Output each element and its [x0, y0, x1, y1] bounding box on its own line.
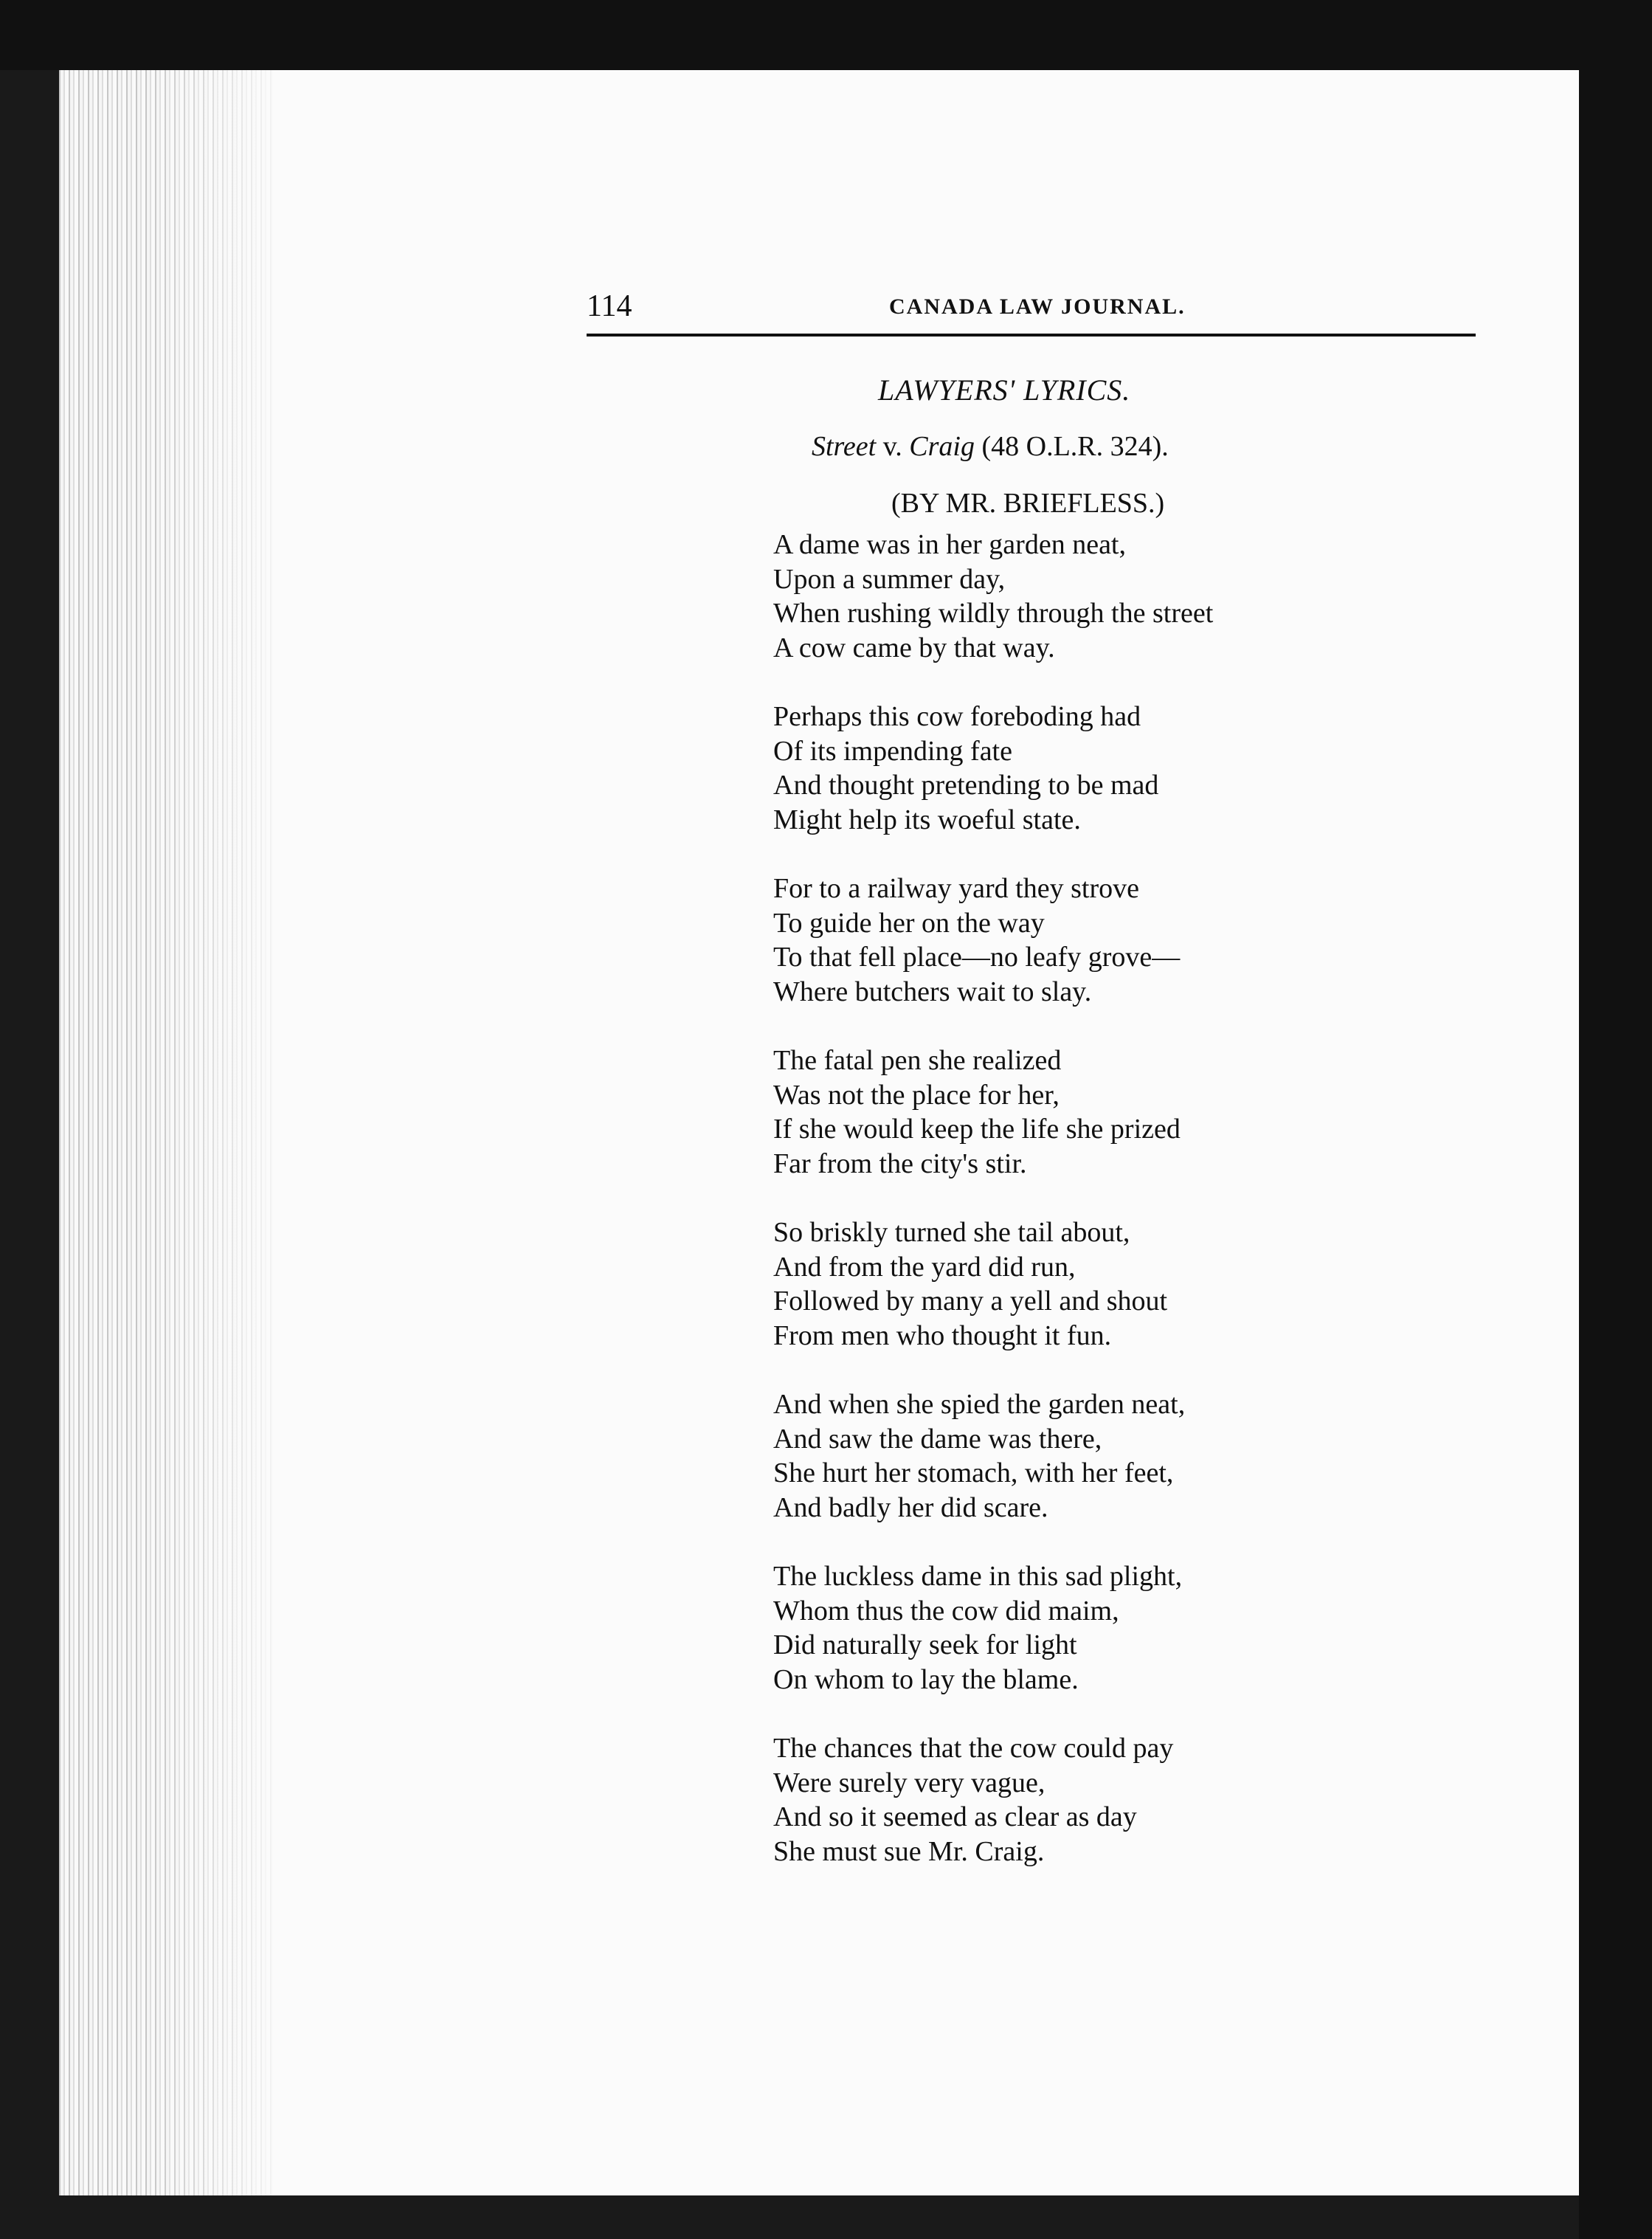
- poem-line: And badly her did scare.: [773, 1491, 1048, 1523]
- poem-line: And so it seemed as clear as day: [773, 1801, 1137, 1832]
- gutter-shadow: [148, 70, 295, 2195]
- poem-line: And saw the dame was there,: [773, 1423, 1102, 1455]
- poem-line: And from the yard did run,: [773, 1251, 1076, 1283]
- poem-line: The luckless dame in this sad plight,: [773, 1561, 1183, 1592]
- stanza: [773, 528, 1474, 665]
- poem-line: And when she spied the garden neat,: [773, 1389, 1186, 1420]
- stanza: [773, 1215, 1474, 1353]
- poem-line: Upon a summer day,: [773, 563, 1006, 595]
- poem-line: The chances that the cow could pay: [773, 1733, 1174, 1764]
- poem-line: On whom to lay the blame.: [773, 1663, 1079, 1695]
- case-citation: (48 O.L.R. 324).: [981, 431, 1169, 462]
- stanza: [773, 1559, 1474, 1697]
- poem-line: From men who thought it fun.: [773, 1319, 1112, 1351]
- poem-line: When rushing wildly through the street: [773, 598, 1214, 629]
- running-header: [587, 283, 1476, 327]
- case-party-1: Street: [812, 431, 877, 462]
- poem-line: A dame was in her garden neat,: [773, 529, 1126, 560]
- stanza: [773, 1387, 1474, 1525]
- case-v: v.: [882, 431, 902, 462]
- stanza: [773, 1731, 1474, 1869]
- page-number: 114: [587, 289, 632, 323]
- case-reference: [812, 430, 1169, 463]
- poem-line: Might help its woeful state.: [773, 804, 1081, 835]
- poem-line: Did naturally seek for light: [773, 1629, 1077, 1660]
- poem: [773, 528, 1474, 1903]
- poem-line: She hurt her stomach, with her feet,: [773, 1457, 1174, 1488]
- stanza: [773, 1043, 1474, 1181]
- poem-line: She must sue Mr. Craig.: [773, 1835, 1045, 1867]
- poem-line: Of its impending fate: [773, 735, 1012, 767]
- scan-top-edge: [0, 0, 1652, 70]
- poem-line: So briskly turned she tail about,: [773, 1217, 1130, 1248]
- poem-line: For to a railway yard they strove: [773, 873, 1139, 904]
- poem-line: And thought pretending to be mad: [773, 770, 1159, 801]
- poem-line: Perhaps this cow foreboding had: [773, 701, 1141, 732]
- poem-line: Followed by many a yell and shout: [773, 1286, 1168, 1317]
- poem-line: The fatal pen she realized: [773, 1045, 1062, 1076]
- poem-line: To guide her on the way: [773, 907, 1045, 939]
- author-byline: (BY MR. BRIEFLESS.): [891, 488, 1165, 519]
- poem-line: Whom thus the cow did maim,: [773, 1595, 1119, 1626]
- poem-line: To that fell place—no leafy grove—: [773, 942, 1181, 973]
- scan-right-edge: [1579, 44, 1652, 2239]
- poem-line: Were surely very vague,: [773, 1767, 1046, 1798]
- journal-title: CANADA LAW JOURNAL.: [889, 294, 1186, 319]
- stanza: [773, 872, 1474, 1009]
- header-rule: [587, 334, 1476, 337]
- case-party-2: Craig: [909, 431, 975, 462]
- article-title: LAWYERS' LYRICS.: [878, 373, 1131, 407]
- poem-line: Was not the place for her,: [773, 1079, 1060, 1111]
- poem-line: If she would keep the life she prized: [773, 1114, 1181, 1145]
- stanza: [773, 700, 1474, 837]
- poem-line: Far from the city's stir.: [773, 1148, 1027, 1179]
- poem-line: Where butchers wait to slay.: [773, 976, 1092, 1007]
- poem-line: A cow came by that way.: [773, 632, 1055, 663]
